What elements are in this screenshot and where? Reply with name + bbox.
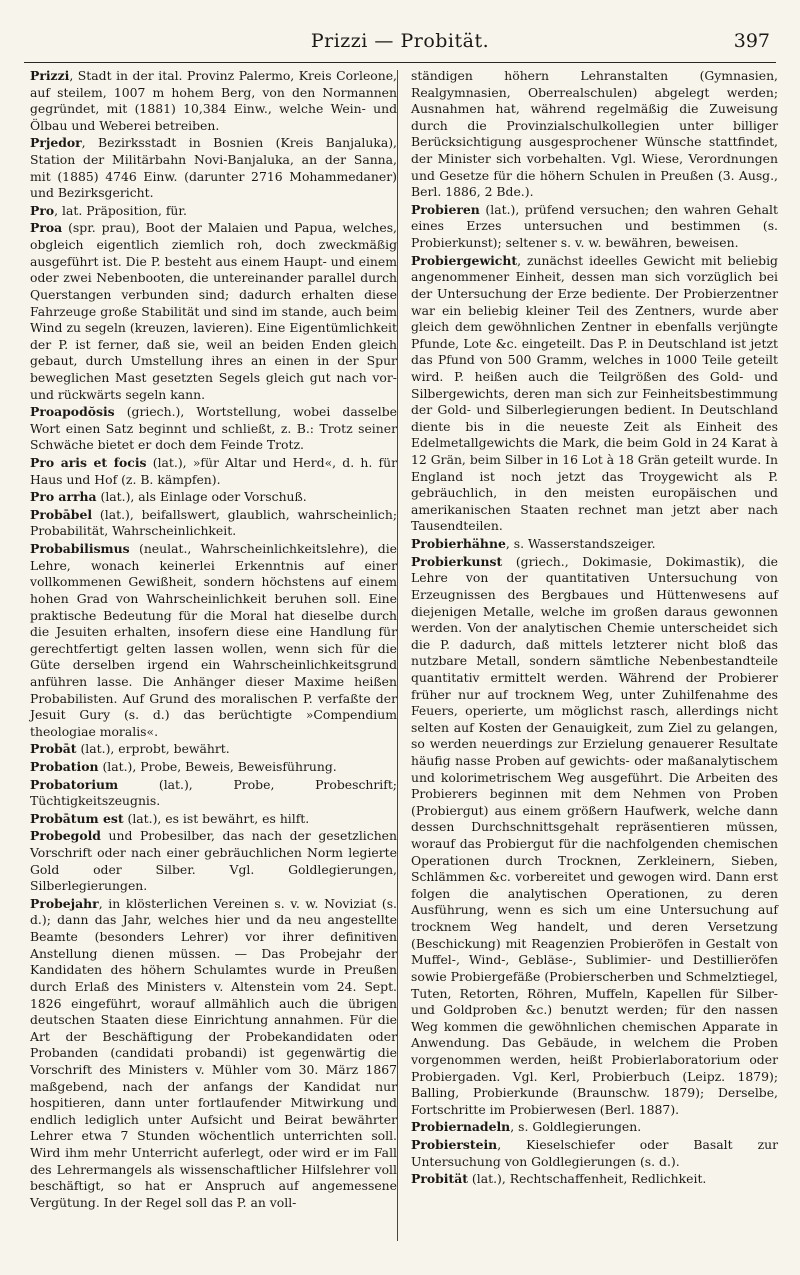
entry-headword: Probierhähne — [411, 536, 506, 552]
dictionary-entry — [411, 202, 778, 252]
dictionary-entry — [411, 1171, 778, 1188]
entry-text: , in klösterlichen Vereinen s. v. w. Noviziat (s. d.); dann das Jahr, welches hier und da neu angestellte Beamte (besonders Lehrer) vor ihrer definitiven Anstellung dienen müssen. — Das Probejahr der Kandidaten des höhern Schulamtes wurde in Preußen durch Erlaß des Ministers v. Altenstein vom 24. Sept. 1826 eingeführt, worauf allmählich auch die übrigen deutschen Staaten diese Einrichtung annahmen. Für die Art der Beschäftigung der Probekandidaten oder Probanden (candidati probandi) ist gegenwärtig die Vorschrift des Ministers v. Mühler vom 30. März 1867 maßgebend, nach der anfangs der Kandidat nur hospitieren, dann unter fortlaufender Mitwirkung und endlich lediglich unter Aufsicht und Beirat bewährter Lehrer etwa 7 Stunden wöchentlich unterrichten soll. Wird ihm mehr Unterricht auferlegt, oder wird er im Fall des Lehrermangels als wissenschaftlicher Hilfslehrer voll beschäftigt, so hat er Anspruch auf angemessene Vergütung. In der Regel soll das P. an voll- — [30, 895, 397, 1210]
dictionary-entry — [30, 404, 397, 454]
entry-text: , s. Goldlegierungen. — [510, 1119, 642, 1135]
entry-headword: Probegold — [30, 828, 101, 844]
dictionary-entry — [30, 741, 397, 758]
entry-headword: Prizzi — [30, 68, 70, 83]
entry-text: (griech., Dokimasie, Dokimastik), die Lehre von der quantitativen Untersuchung von Erzeugnissen des Bergbaues und Hüttenwesens auf diejenigen Metalle, welche im großen daraus gewonnen werden. Von der analytischen Chemie unterscheidet sich die P. dadurch, daß mittels letzterer nicht bloß das nutzbare Metall, sondern sämtliche Nebenbestandteile quantitativ ermittelt werden. Während der Probierer früher nur auf trocknem Weg, unter Zuhilfenahme des Feuers, operierte, um möglichst rasch, allerdings nicht selten auf Kosten der Genauigkeit, zum Ziel zu gelangen, so werden neuerdings zur Erzielung genauerer Resultate häufig nasse Proben auf gewichts- oder maßanalytischem und kolorimetrischem Weg ausgeführt. Die Arbeiten des Probierers beginnen mit dem Nehmen von Proben (Probiergut) aus einem größern Haufwerk, welche dann dessen Durchschnittsgehalt repräsentieren müssen, worauf das Probiergut für die nachfolgenden chemischen Operationen durch Trocknen, Zerkleinern, Sieben, Schlämmen &c. vorbereitet und gewogen wird. Dann erst folgen die analytischen Operationen, zu deren Ausführung, wenn es sich um eine Untersuchung auf trocknem Weg handelt, und deren Versetzung (Beschickung) mit Reagenzien Probieröfen in Gestalt von Muffel-, Wind-, Gebläse-, Sublimier- und Destillieröfen sowie Probiergefäße (Probierscherben und Schmelztiegel, Tuten, Retorten, Röhren, Muffeln, Kapellen für Silber- und Goldproben &c.) benutzt werden; für den nassen Weg kommen die gewöhnlichen chemischen Apparate in Anwendung. Das Gebäude, in welchem die Proben vorgenommen werden, heißt Probierlaboratorium oder Probiergaden. Vgl. Kerl, Probierbuch (Leipz. 1879); Balling, Probierkunde (Braunschw. 1879); Derselbe, Fortschritte im Probierwesen (Berl. 1887). — [411, 553, 778, 1117]
dictionary-entry — [30, 220, 397, 403]
entry-text: (griech.), Wortstellung, wobei dasselbe Wort einen Satz beginnt und schließt, z. B.: Trotz seiner Schwäche bietet er doch dem Feinde Trotz. — [30, 404, 397, 453]
entry-headword: Probejahr — [30, 895, 99, 911]
dictionary-entry — [30, 896, 397, 1212]
entry-headword: Probität — [411, 1171, 468, 1187]
text-columns — [30, 68, 778, 1255]
entry-text: (lat.), Probe, Probeschrift; Tüchtigkeitszeugnis. — [30, 776, 397, 809]
dictionary-entry — [30, 777, 397, 810]
entry-headword: Probātum est — [30, 810, 124, 826]
entry-headword: Probatorium — [30, 776, 119, 792]
entry-text: , zunächst ideelles Gewicht mit beliebig angenommener Einheit, dessen man sich vorzüglich bei der Untersuchung der Erze bediente. Der Probierzentner war ein beliebig kleiner Teil des Zentners, wurde aber gleich dem gewöhnlichen Zentner in ebenfalls verjüngte Pfunde, Lote &c. eingeteilt. Das P. in Deutschland ist jetzt das Pfund von 500 Gramm, welches in 1000 Teile geteilt wird. P. heißen auch die Teilgrößen des Gold- und Silbergewichts, deren man sich zur Feinheitsbestimmung der Gold- und Silberlegierungen bedient. In Deutschland diente bis in die neueste Zeit als Einheit des Edelmetallgewichts die Mark, die beim Gold in 24 Karat à 12 Grän, beim Silber in 16 Lot à 18 Grän geteilt wurde. In England ist noch jetzt das Troygewicht als P. gebräuchlich, in den meisten europäischen und amerikanischen Staaten rechnet man jetzt aber nach Tausendteilen. — [411, 252, 778, 534]
page-header — [24, 30, 776, 60]
entry-headword: Probierstein — [411, 1137, 498, 1152]
entry-headword: Probāt — [30, 741, 77, 757]
dictionary-entry — [30, 135, 397, 201]
dictionary-entry — [411, 536, 778, 553]
entry-text: (lat.), beifallswert, glaublich, wahrscheinlich; Probabilität, Wahrscheinlichkeit. — [30, 506, 397, 539]
dictionary-entry — [30, 455, 397, 488]
entry-headword: Probiergewicht — [411, 252, 518, 268]
entry-headword: Probieren — [411, 201, 480, 217]
entry-headword: Probiernadeln — [411, 1119, 511, 1135]
running-head: Prizzi — Probität. — [310, 30, 490, 52]
entry-headword: Proa — [30, 220, 63, 236]
entry-text: , s. Wasserstandszeiger. — [505, 536, 656, 552]
entry-headword: Pro arrha — [30, 489, 97, 505]
entry-headword: Probābel — [30, 506, 93, 522]
page-number: 397 — [733, 30, 770, 52]
dictionary-entry — [30, 811, 397, 828]
entry-headword: Probierkunst — [411, 553, 503, 569]
entry-text: , Stadt in der ital. Provinz Palermo, Kreis Corleone, auf steilem, 1007 m hohem Berg, von den Normannen gegründet, mit (1881) 10,384 Einw., welche Wein- und Ölbau und Weberei betreiben. — [30, 68, 397, 133]
entry-headword: Pro — [30, 202, 55, 218]
dictionary-entry — [30, 489, 397, 506]
left-column — [30, 68, 397, 1255]
dictionary-entry — [411, 253, 778, 535]
entry-text: , lat. Präposition, für. — [54, 202, 187, 218]
entry-text: (lat.), als Einlage oder Vorschuß. — [96, 489, 307, 505]
entry-text: (lat.), »für Altar und Herd«, d. h. für Haus und Hof (z. B. kämpfen). — [30, 455, 397, 487]
entry-headword: Proapodŏsis — [30, 404, 115, 420]
entry-headword: Pro aris et focis — [30, 455, 147, 471]
dictionary-entry — [30, 828, 397, 894]
dictionary-entry — [30, 203, 397, 220]
entry-text: (lat.), Rechtschaffenheit, Redlichkeit. — [467, 1171, 707, 1187]
entry-text: (spr. prau), Boot der Malaien und Papua, welches, obgleich eigentlich ziemlich roh, doch zweckmäßig ausgeführt ist. Die P. besteht aus einem Haupt- und einem oder zwei Nebenbooten, die untereinander parallel durch Querstangen verbunden sind; dadurch erhalten diese Fahrzeuge große Stabilität und sind im stande, auch beim Wind zu segeln (kreuzen, lavieren). Eine Eigentümlichkeit der P. ist ferner, daß sie, weil an beiden Enden gleich gebaut, durch Umstellung ihres an einen in der Spur beweglichen Mast gesetzten Segels gleich gut nach vor- und rückwärts segeln kann. — [30, 220, 397, 402]
entry-text: (lat.), Probe, Beweis, Beweisführung. — [98, 758, 337, 774]
entry-headword: Prjedor — [30, 135, 82, 151]
dictionary-entry — [411, 1137, 778, 1170]
entry-text: (lat.), erprobt, bewährt. — [76, 741, 230, 757]
dictionary-entry — [30, 759, 397, 776]
dictionary-entry — [30, 541, 397, 740]
dictionary-entry — [411, 554, 778, 1119]
dictionary-entry — [411, 1119, 778, 1136]
entry-text: , Bezirksstadt in Bosnien (Kreis Banjaluka), Station der Militärbahn Novi-Banjaluka, an der Sanna, mit (1885) 4746 Einw. (darunter 2716 Mohammedaner) und Bezirksgericht. — [30, 135, 397, 201]
entry-text: ständigen höhern Lehranstalten (Gymnasien, Realgymnasien, Oberrealschulen) abgelegt werden; Ausnahmen hat, während regelmäßig die Zuweisung durch die Provinzialschulkollegien unter billiger Berücksichtigung ausgesprochener Wünsche stattfindet, der Minister sich vorbehalten. Vgl. Wiese, Verordnungen und Gesetze für die höhern Schulen in Preußen (3. Ausg., Berl. 1886, 2 Bde.). — [411, 68, 778, 200]
header-rule — [24, 62, 776, 63]
entry-text: und Probesilber, das nach der gesetzlichen Vorschrift oder nach einer gebräuchlichen Norm legierte Gold oder Silber. Vgl. Goldlegierungen, Silberlegierungen. — [30, 828, 397, 894]
entry-headword: Probabilismus — [30, 541, 130, 557]
dictionary-entry — [30, 68, 397, 134]
entry-text: (neulat., Wahrscheinlichkeitslehre), die Lehre, wonach keinerlei Erkenntnis auf einer vollkommenen Gewißheit, sondern höchstens auf einem hohen Grad von Wahrscheinlichkeit beruhen soll. Eine praktische Bedeutung für die Moral hat dieselbe durch die Jesuiten erhalten, insofern diese eine Handlung für gerechtfertigt gelten lassen wollen, wenn sich für die Güte derselben irgend ein Wahrscheinlichkeitsgrund anführen lasse. Die Anhänger dieser Maxime heißen Probabilisten. Auf Grund des moralischen P. verfaßte der Jesuit Gury (s. d.) das berüchtigte »Compendium theologiae moralis«. — [30, 541, 397, 739]
entry-text: (lat.), es ist bewährt, es hilft. — [123, 810, 310, 826]
dictionary-entry — [30, 507, 397, 540]
entry-text: (lat.), prüfend versuchen; den wahren Gehalt eines Erzes untersuchen und bestimmen (s. Probierkunst); seltener s. v. w. bewähren, beweisen. — [411, 201, 778, 251]
right-column — [411, 68, 778, 1255]
entry-text: , Kieselschiefer oder Basalt zur Untersuchung von Goldlegierungen (s. d.). — [411, 1137, 778, 1169]
dictionary-entry — [411, 68, 778, 201]
entry-headword: Probation — [30, 758, 99, 774]
